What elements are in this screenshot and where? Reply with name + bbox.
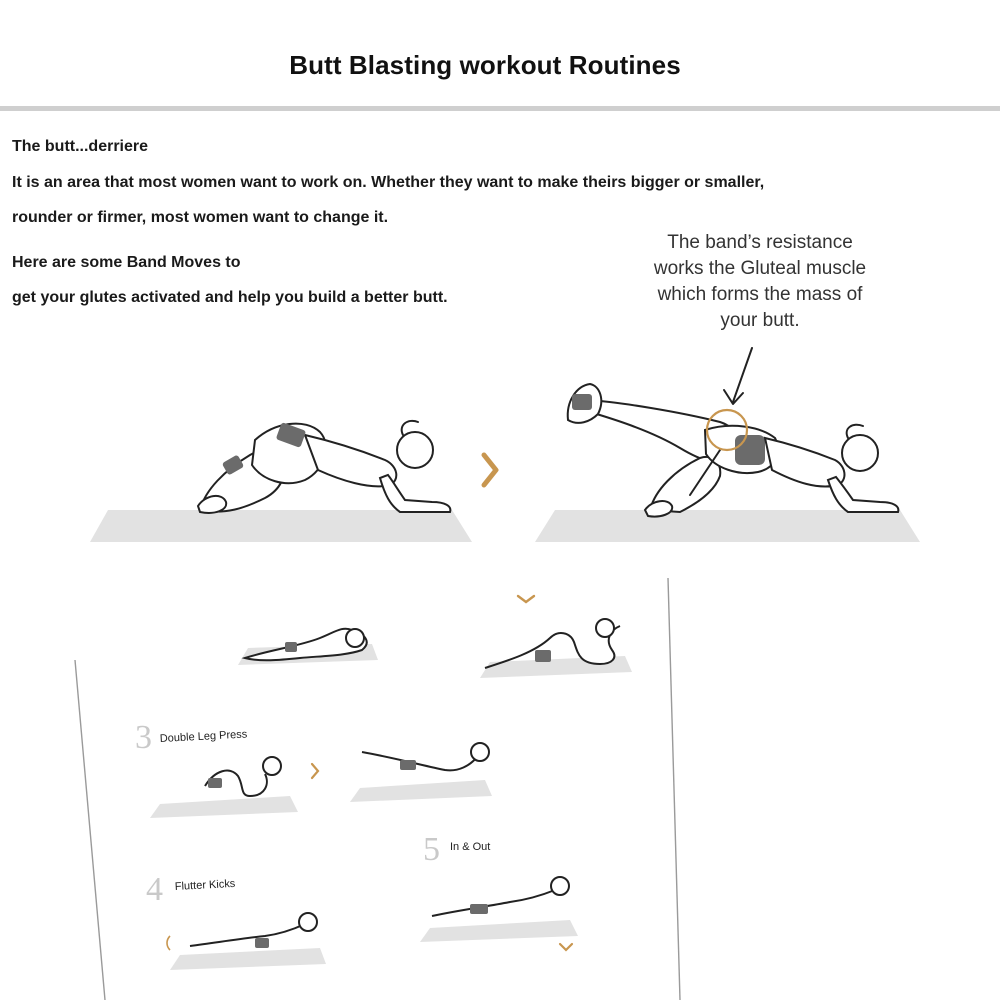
exercise-sheet: [0, 560, 1000, 1000]
callout-line-2: works the Gluteal muscle: [653, 258, 867, 279]
figure-start-position: [198, 421, 450, 513]
figure-row1-right: [480, 619, 632, 678]
callout-text: [620, 230, 900, 334]
intro-line-2: rounder or firmer, most women want to change it.: [12, 209, 389, 226]
callout-line-3: which forms the mass of: [657, 284, 863, 305]
exercise-mat-left: [90, 510, 472, 542]
exercise-mat-right: [535, 510, 920, 542]
sheet-right-edge: [668, 578, 680, 1000]
kickback-illustration: [0, 330, 1000, 560]
figure-step3-end: [350, 743, 492, 802]
next-chevron-icon: [484, 455, 496, 485]
sheet-left-edge: [75, 660, 105, 1000]
chevron-down-icon-bottom: [560, 944, 572, 950]
callout-line-4: your butt.: [720, 310, 800, 331]
header-divider: [0, 106, 1000, 111]
callout-arrow-icon: [724, 348, 752, 404]
callout-line-1: The band’s resistance: [667, 232, 853, 253]
step-number-4: 4: [146, 871, 163, 908]
figure-step5: [420, 877, 578, 942]
step-label-3: Double Leg Press: [159, 728, 248, 745]
chevron-right-icon: [312, 764, 318, 778]
figure-row1-left: [238, 629, 378, 665]
intro-line-4: get your glutes activated and help you build a better butt.: [12, 289, 448, 306]
step-number-3: 3: [135, 719, 152, 756]
step-number-5: 5: [423, 831, 440, 868]
step-label-5: In & Out: [450, 841, 491, 853]
figure-step3-start: [150, 757, 298, 818]
intro-line-3: Here are some Band Moves to: [12, 254, 241, 271]
step-label-4: Flutter Kicks: [174, 877, 236, 893]
chevron-down-icon: [518, 596, 534, 602]
page-title: Butt Blasting workout Routines: [289, 50, 681, 80]
intro-line-1: It is an area that most women want to work on. Whether they want to make theirs bigger or smaller,: [12, 174, 765, 191]
intro-heading: The butt...derriere: [12, 138, 149, 155]
bracket-glyph: [167, 936, 170, 950]
figure-step4: [170, 913, 326, 970]
